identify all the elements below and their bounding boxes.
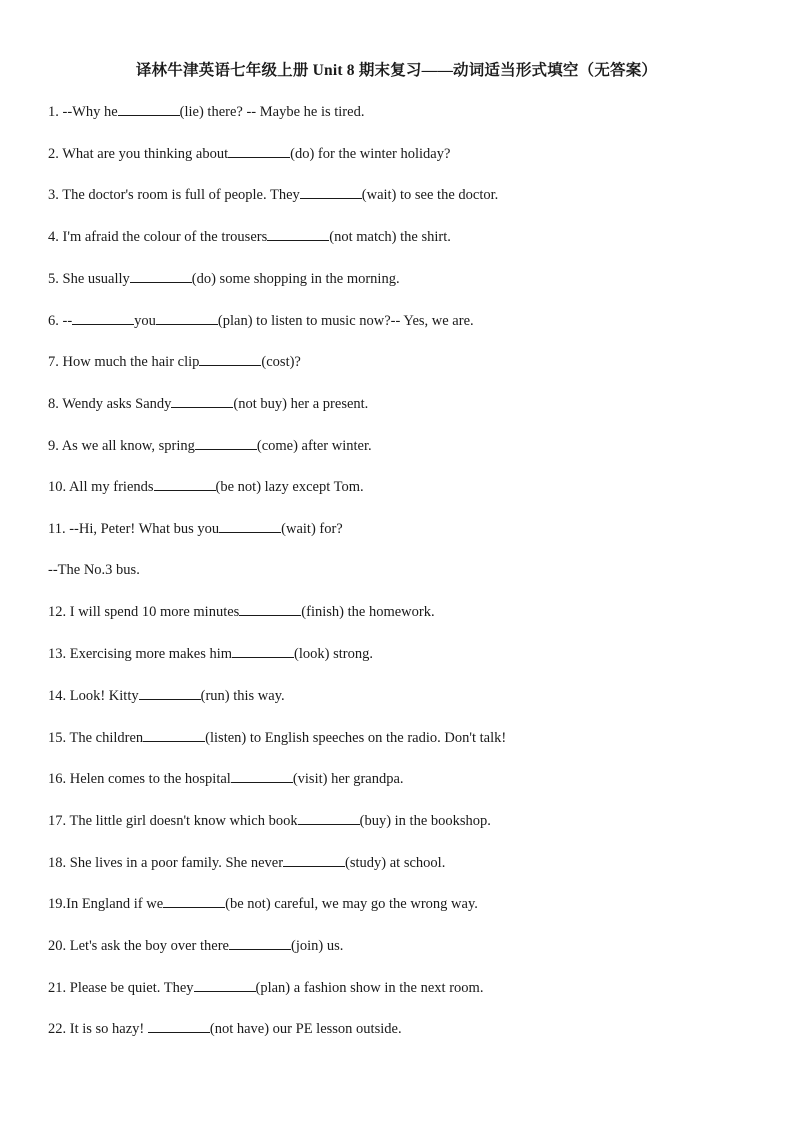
answer-blank[interactable] <box>148 1018 210 1033</box>
question-item <box>48 727 768 748</box>
question-hint: (buy) in the bookshop. <box>359 812 491 829</box>
question-text: 22. It is so hazy! <box>48 1021 148 1038</box>
answer-blank[interactable] <box>143 727 205 742</box>
question-item <box>48 935 768 956</box>
question-hint: (finish) the homework. <box>301 604 435 621</box>
answer-blank[interactable] <box>194 977 256 992</box>
answer-blank[interactable] <box>219 518 281 533</box>
question-text: you <box>134 312 156 329</box>
question-hint: (look) strong. <box>294 646 373 663</box>
answer-blank[interactable] <box>156 310 218 325</box>
question-hint: (plan) to listen to music now?-- Yes, we are. <box>217 312 474 329</box>
question-hint: (listen) to English speeches on the radio. Don't talk! <box>205 729 507 746</box>
question-text: 12. I will spend 10 more minutes <box>48 604 240 621</box>
question-text: 9. As we all know, spring <box>48 437 195 454</box>
answer-blank[interactable] <box>118 101 180 116</box>
question-item <box>48 226 768 247</box>
answer-blank[interactable] <box>130 268 192 283</box>
answer-blank[interactable] <box>72 310 134 325</box>
question-text: 19.In England if we <box>48 896 164 913</box>
question-item <box>48 768 768 789</box>
answer-blank[interactable] <box>163 893 225 908</box>
question-text: 7. How much the hair clip <box>48 354 200 371</box>
answer-blank[interactable] <box>300 184 362 199</box>
answer-blank[interactable] <box>199 351 261 366</box>
question-item <box>48 893 768 914</box>
question-text: 15. The children <box>48 729 144 746</box>
question-text: 17. The little girl doesn't know which book <box>48 812 298 829</box>
answer-blank[interactable] <box>195 435 257 450</box>
question-hint: (visit) her grandpa. <box>292 771 404 788</box>
question-text: 14. Look! Kitty <box>48 687 139 704</box>
question-item <box>48 1018 768 1039</box>
question-text: 4. I'm afraid the colour of the trousers <box>48 229 268 246</box>
question-item <box>48 601 768 622</box>
question-hint: (do) some shopping in the morning. <box>191 270 400 287</box>
answer-blank[interactable] <box>283 852 345 867</box>
question-item <box>48 310 768 331</box>
question-item <box>48 435 768 456</box>
answer-blank[interactable] <box>228 143 290 158</box>
answer-blank[interactable] <box>154 476 216 491</box>
question-hint: (wait) to see the doctor. <box>361 187 499 204</box>
question-text: 21. Please be quiet. They <box>48 979 194 996</box>
question-hint: (be not) careful, we may go the wrong way. <box>225 896 478 913</box>
question-text: 10. All my friends <box>48 479 154 496</box>
question-text: 11. --Hi, Peter! What bus you <box>48 521 220 537</box>
question-item <box>48 685 768 706</box>
answer-blank[interactable] <box>231 768 293 783</box>
question-text: 6. -- <box>48 312 73 329</box>
answer-blank[interactable] <box>298 810 360 825</box>
question-text: 8. Wendy asks Sandy <box>48 395 172 412</box>
question-text: 1. --Why he <box>48 104 118 120</box>
question-item <box>48 977 768 998</box>
question-item <box>48 351 768 372</box>
question-hint: (lie) there? -- Maybe he is tired. <box>179 104 365 120</box>
question-hint: (cost)? <box>261 354 301 371</box>
question-item <box>48 643 768 664</box>
answer-blank[interactable] <box>232 643 294 658</box>
question-item <box>48 101 768 122</box>
answer-line <box>48 560 768 580</box>
question-hint: (do) for the winter holiday? <box>290 145 451 162</box>
question-hint: (study) at school. <box>345 854 446 871</box>
question-hint: (run) this way. <box>200 687 285 704</box>
question-item <box>48 184 768 205</box>
question-hint: (wait) for? <box>281 521 343 537</box>
question-text: 3. The doctor's room is full of people. They <box>48 187 300 204</box>
question-hint: (be not) lazy except Tom. <box>215 479 364 496</box>
question-hint: (not match) the shirt. <box>329 229 451 246</box>
question-item <box>48 476 768 497</box>
question-item <box>48 810 768 831</box>
question-item <box>48 268 768 289</box>
answer-blank[interactable] <box>171 393 233 408</box>
question-item <box>48 852 768 873</box>
answer-blank[interactable] <box>139 685 201 700</box>
question-text: 20. Let's ask the boy over there <box>48 938 229 954</box>
page-title: 译林牛津英语七年级上册 Unit 8 期末复习——动词适当形式填空（无答案） <box>135 62 658 79</box>
question-item <box>48 393 768 414</box>
question-text: 13. Exercising more makes him <box>48 646 233 663</box>
question-text: 18. She lives in a poor family. She never <box>48 854 284 871</box>
question-hint: (not have) our PE lesson outside. <box>209 1021 402 1038</box>
answer-blank[interactable] <box>267 226 329 241</box>
question-text: 2. What are you thinking about <box>48 145 229 162</box>
question-text: --The No.3 bus. <box>48 561 140 578</box>
question-text: 16. Helen comes to the hospital <box>48 771 231 788</box>
question-text: 5. She usually <box>48 270 130 287</box>
answer-blank[interactable] <box>229 935 291 950</box>
question-item <box>48 143 768 164</box>
question-hint: (plan) a fashion show in the next room. <box>255 979 484 996</box>
question-hint: (join) us. <box>291 938 344 954</box>
question-hint: (not buy) her a present. <box>233 395 369 412</box>
answer-blank[interactable] <box>239 601 301 616</box>
question-item <box>48 518 768 539</box>
question-hint: (come) after winter. <box>256 437 372 454</box>
